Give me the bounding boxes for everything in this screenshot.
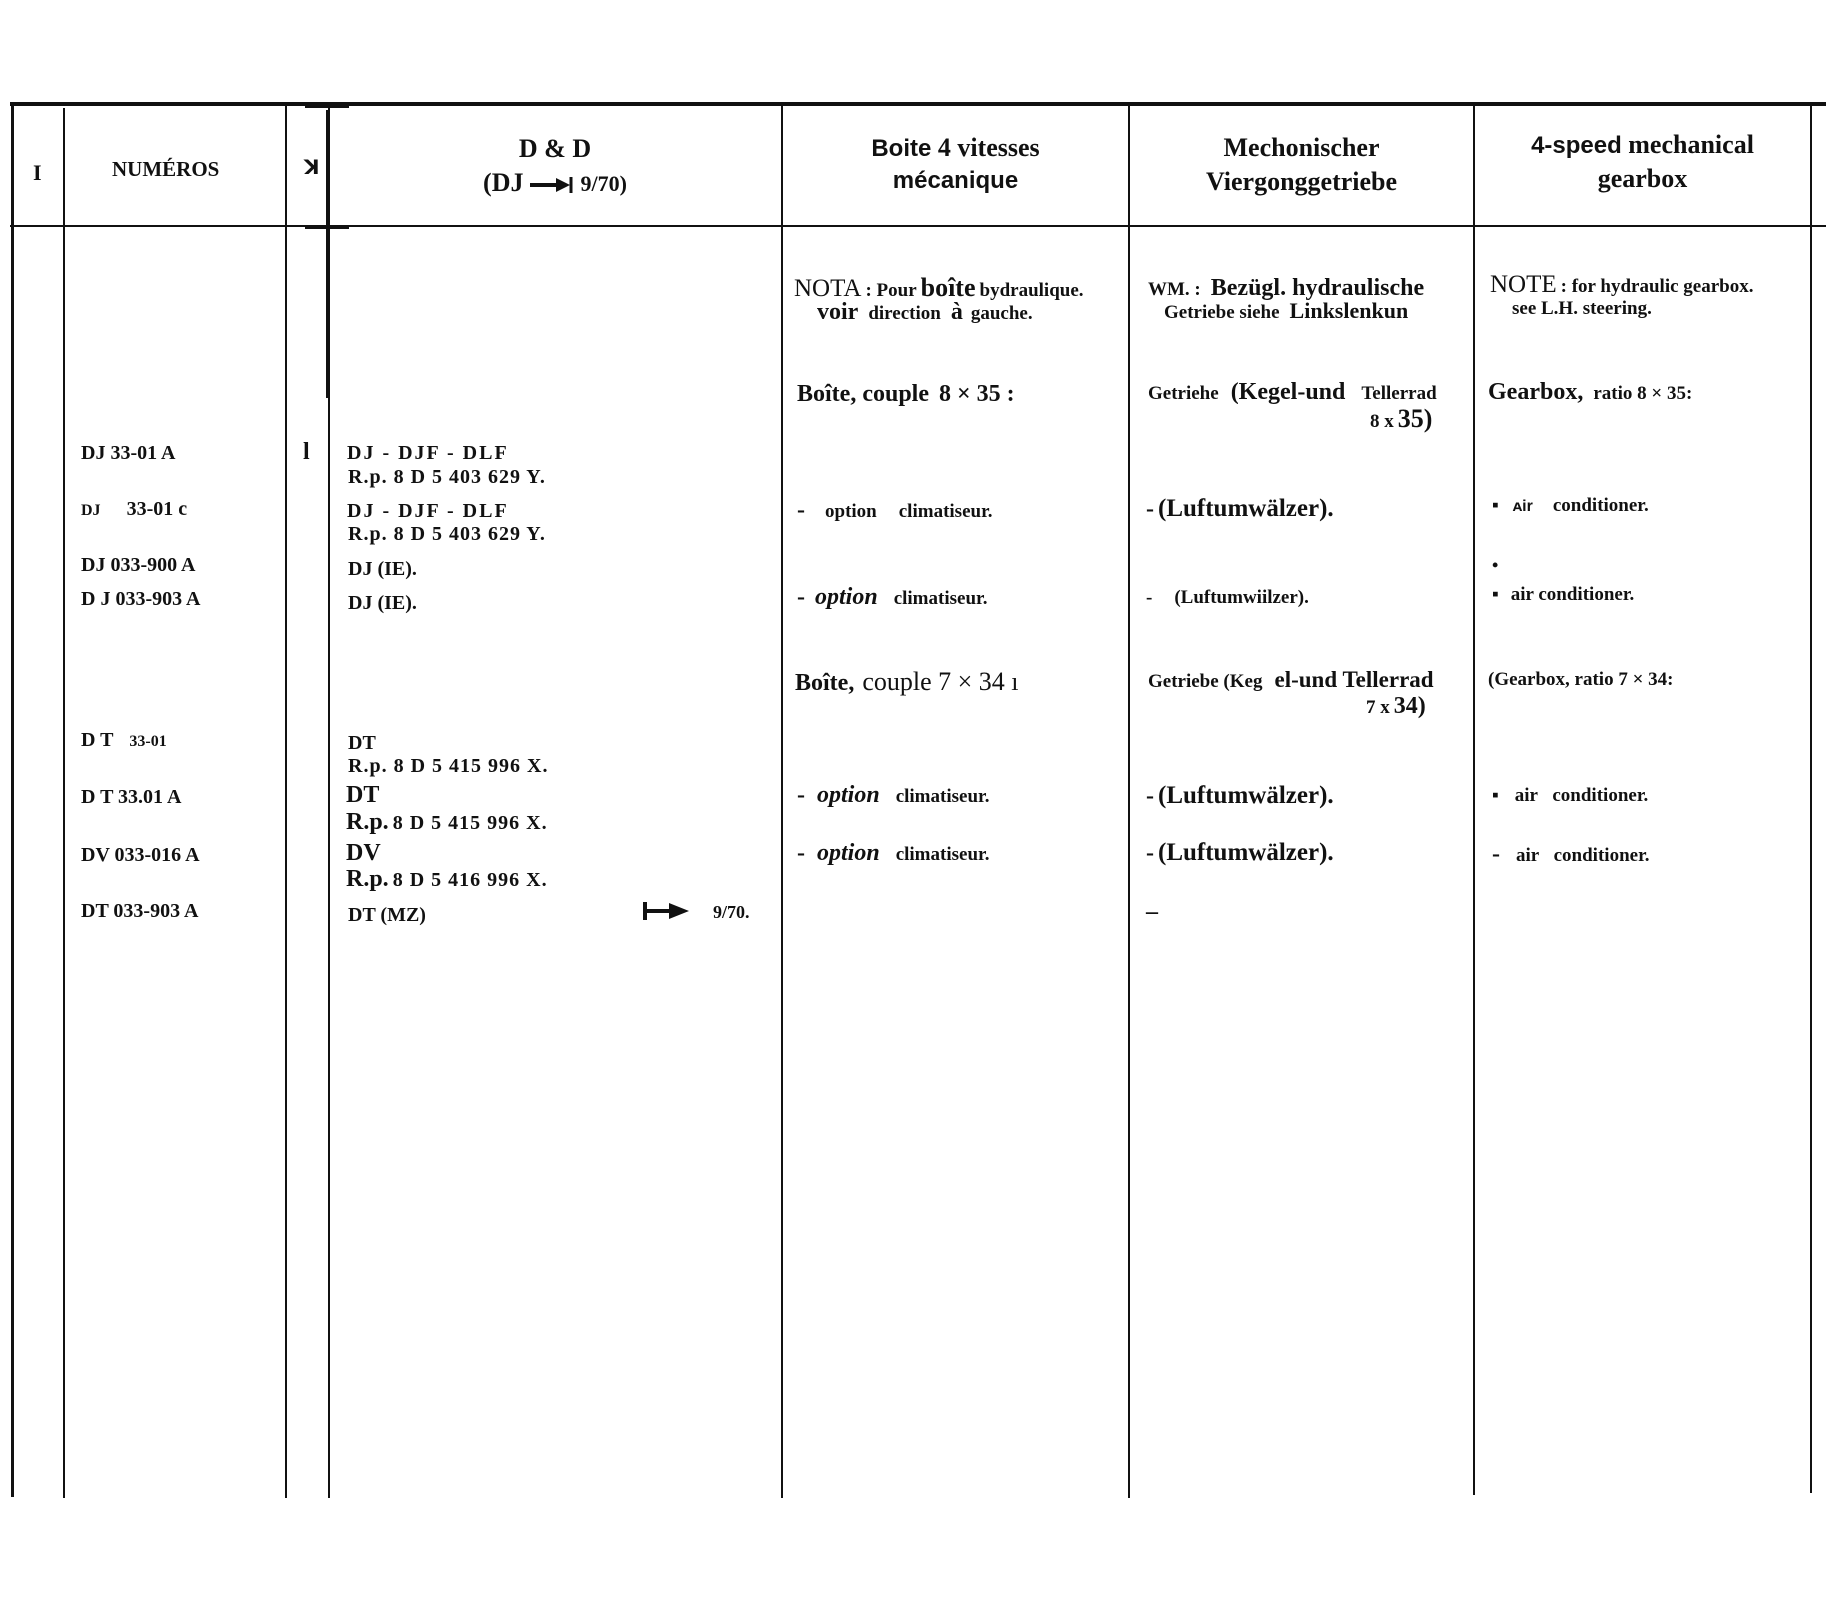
header-fr-vitesses: 4 vitesses <box>937 133 1040 162</box>
section2-de <box>1148 668 1456 691</box>
row7-de-bullet: - <box>1146 840 1154 866</box>
section2-de-34: 34) <box>1393 693 1426 719</box>
note-fr-gauche: gauche. <box>970 303 1033 324</box>
section1-de-35: 35) <box>1397 404 1433 433</box>
header-dd-line2-suffix: 9/70) <box>580 170 627 196</box>
row2-fr <box>797 498 993 522</box>
section2-de-ratio <box>1366 694 1426 718</box>
row7-fr-bullet: - <box>797 840 805 866</box>
row2-fr-option: option <box>825 501 877 522</box>
row6-en <box>1492 786 1648 805</box>
section2-fr-ratio: couple 7 × 34 ı <box>862 667 1019 696</box>
col-divider-6 <box>1473 105 1475 1495</box>
section1-fr-boite: Boîte, couple <box>797 381 929 407</box>
row2-en-bullet: ▪ <box>1492 495 1499 516</box>
row6-de-luft: (Luftumwälzer). <box>1158 782 1334 809</box>
note-fr-boite: boîte <box>920 273 976 302</box>
row8-de-dash: – <box>1146 899 1158 925</box>
col-divider-3c <box>326 228 329 398</box>
row5-numero-dt: D T <box>81 729 114 751</box>
header-de-line2: Viergonggetriebe <box>1205 166 1398 196</box>
arrow-to-icon <box>530 175 574 195</box>
row7-dd-line2 <box>346 867 548 891</box>
row4-numero: D J 033-903 A <box>81 588 201 610</box>
col-divider-4 <box>781 105 783 1498</box>
row5-numero <box>81 730 167 750</box>
row2-en-air: ᴀir <box>1512 498 1533 515</box>
top-border <box>10 102 1826 106</box>
row4-de <box>1146 588 1309 607</box>
row8-dd <box>348 905 426 925</box>
section1-en-ratio: ratio 8 × 35: <box>1593 383 1693 404</box>
header-numeros: NUMÉROS <box>112 157 220 181</box>
mark-tick-top <box>305 105 349 108</box>
mark-tick-bottom <box>305 226 349 229</box>
note-fr-line2 <box>817 300 1033 324</box>
col-divider-0 <box>11 105 14 1497</box>
col-divider-5 <box>1128 105 1130 1498</box>
header-en-4speed: 4-speed <box>1531 132 1622 159</box>
row5-dd-line2: R.p. 8 D 5 415 996 X. <box>348 755 549 777</box>
row1-dd-line2: R.p. 8 D 5 403 629 Y. <box>348 466 546 488</box>
header-dd-line2-prefix: (DJ <box>483 167 524 197</box>
header-index: I <box>33 160 42 185</box>
row6-fr-bullet: - <box>797 782 805 808</box>
row7-dd-code: 8 D 5 416 996 X. <box>392 869 548 891</box>
row2-de-bullet: - <box>1146 496 1154 522</box>
note-de-linkslenkun: Linkslenkun <box>1289 300 1409 322</box>
row7-de <box>1146 840 1334 865</box>
note-de-getriebe: Getriebe siehe <box>1164 302 1280 322</box>
row2-dd-line1: DJ - DJF - DLF <box>347 500 509 522</box>
row4-fr-climatiseur: climatiseur. <box>893 588 988 609</box>
note-fr-bydraulique: bydraulique. <box>979 280 1084 301</box>
header-en-mechanical: mechanical <box>1628 130 1754 159</box>
note-de-bezugl: Bezügl. hydraulische <box>1210 276 1425 300</box>
note-fr-direction: direction <box>868 303 941 324</box>
row1-numero: DJ 33-01 A <box>81 442 176 464</box>
row7-de-luft: (Luftumwälzer). <box>1158 839 1334 866</box>
row7-en <box>1492 842 1650 866</box>
section1-de-getriehe: Getriehe <box>1148 383 1219 404</box>
row2-en <box>1492 496 1649 515</box>
row2-numero-dj: DJ <box>81 502 101 519</box>
note-fr-a: à <box>950 299 963 325</box>
row2-dd-line2: R.p. 8 D 5 403 629 Y. <box>348 523 546 545</box>
row6-de-bullet: - <box>1146 783 1154 809</box>
row6-dd-line1: DT <box>346 782 380 808</box>
row5-numero-code: 33-01 <box>129 733 167 750</box>
note-de-line1 <box>1148 276 1453 300</box>
row3-dd: DJ (IE). <box>348 558 417 580</box>
row8-dd-dt: DT (MZ) <box>348 904 426 926</box>
note-en-note: NOTE <box>1490 271 1557 298</box>
col-divider-7 <box>1810 105 1812 1493</box>
row4-dd: DJ (IE). <box>348 592 417 614</box>
row3-en-bullet: • <box>1492 555 1499 575</box>
section2-en: (Gearbox, ratio 7 × 34: <box>1488 669 1674 690</box>
row7-en-bullet: - <box>1492 841 1500 867</box>
header-en-line1 <box>1475 128 1810 162</box>
header-bottom-border <box>10 225 1826 227</box>
col-divider-3b <box>326 110 329 225</box>
row6-numero: D T 33.01 A <box>81 786 182 808</box>
note-fr-voir: voir <box>817 299 859 325</box>
header-en-line2: gearbox <box>1597 163 1688 193</box>
row8-date: 9/70. <box>713 902 750 922</box>
header-de-line1: Mechonischer <box>1223 133 1380 162</box>
section1-en <box>1488 380 1692 404</box>
section1-de <box>1148 380 1456 404</box>
section1-de-ratio <box>1370 406 1432 432</box>
row2-fr-bullet: - <box>797 497 805 523</box>
section1-de-tellerrad: Tellerrad <box>1361 383 1437 404</box>
section2-de-7x: 7 x <box>1366 697 1390 718</box>
note-fr-nota: NOTA <box>794 275 862 302</box>
row2-numero-code: 33-01 c <box>126 498 188 520</box>
header-fr-line1 <box>783 131 1128 165</box>
row4-de-bullet: - <box>1146 587 1153 608</box>
row1-mark: l <box>303 439 310 465</box>
row2-de-luft: (Luftumwälzer). <box>1158 495 1334 522</box>
row7-dd-line1: DV <box>346 840 381 866</box>
header-dd <box>330 132 780 200</box>
row7-en-air: air conditioner. <box>1516 845 1650 866</box>
header-fr <box>783 131 1128 196</box>
row4-en <box>1492 585 1634 604</box>
row2-en-conditioner: conditioner. <box>1552 495 1649 516</box>
header-dd-line2 <box>330 166 780 200</box>
note-en-line2: see L.H. steering. <box>1512 298 1652 319</box>
row2-de <box>1146 496 1334 521</box>
section1-en-gearbox: Gearbox, <box>1488 379 1584 405</box>
row3-numero: DJ 033-900 A <box>81 554 196 576</box>
row4-en-air: air conditioner. <box>1510 584 1635 605</box>
note-en-for: : for hydraulic gearbox. <box>1560 276 1754 297</box>
section2-de-kegel: el-und Tellerrad <box>1274 668 1434 691</box>
section1-de-8x: 8 x <box>1370 411 1394 432</box>
row6-en-bullet: ▪ <box>1492 785 1499 806</box>
note-fr-pour: : Pour <box>865 280 917 301</box>
col-divider-2 <box>285 105 287 1498</box>
row4-fr-option: option <box>815 584 878 610</box>
row4-en-bullet: ▪ <box>1492 584 1499 605</box>
header-en <box>1475 128 1810 196</box>
row7-dd-rp: R.p. <box>346 866 389 892</box>
row2-fr-climatiseur: climatiseur. <box>898 501 993 522</box>
section1-de-kegel: (Kegel-und <box>1230 380 1346 404</box>
row7-numero: DV 033-016 A <box>81 844 200 866</box>
section1-fr-ratio: 8 × 35 : <box>939 381 1015 407</box>
header-dd-line1: D & D <box>518 134 592 163</box>
row2-numero <box>81 499 187 519</box>
row6-fr <box>797 783 989 807</box>
note-fr-line1 <box>794 275 1084 301</box>
row6-de <box>1146 783 1334 808</box>
section2-de-getriebe: Getriebe (Keg <box>1148 671 1263 691</box>
col-divider-1 <box>63 108 65 1498</box>
note-de-line2 <box>1164 300 1453 322</box>
header-mark: ꓘ <box>304 157 320 179</box>
row7-fr-option: option <box>817 840 880 866</box>
section2-fr-boite: Boîte, <box>795 670 855 696</box>
row1-dd-line1: DJ - DJF - DLF <box>347 442 509 464</box>
arrow-from-icon <box>643 900 693 922</box>
row7-fr <box>797 841 989 865</box>
row8-numero: DT 033-903 A <box>81 900 199 922</box>
header-fr-boite: Boite <box>871 135 932 162</box>
row7-fr-climatiseur: climatiseur. <box>895 844 990 865</box>
row6-fr-option: option <box>817 782 880 808</box>
row4-de-luft: (Luftumwiilzer). <box>1174 587 1309 608</box>
row6-dd-rp: R.p. <box>346 809 389 835</box>
header-de <box>1130 131 1473 199</box>
section2-fr <box>795 669 1019 695</box>
row6-dd-code: 8 D 5 415 996 X. <box>392 812 548 834</box>
row4-fr-bullet: - <box>797 584 805 610</box>
note-en-line1 <box>1490 272 1753 297</box>
row6-fr-climatiseur: climatiseur. <box>895 786 990 807</box>
section1-fr <box>797 382 1015 406</box>
row4-fr <box>797 585 987 609</box>
row5-dd-line1: DT <box>348 732 376 754</box>
row6-dd-line2 <box>346 810 548 834</box>
header-fr-line2: mécanique <box>892 166 1019 194</box>
note-de-wm: WM. : <box>1148 279 1201 300</box>
row6-en-air: air conditioner. <box>1514 785 1649 806</box>
